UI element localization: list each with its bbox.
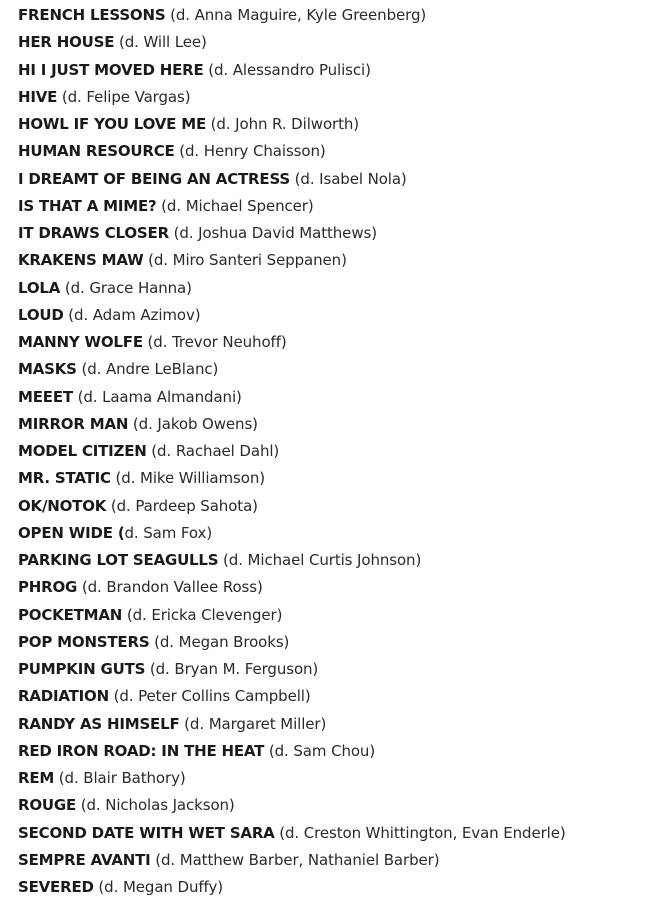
list-item: [18, 847, 667, 874]
film-title: OPEN WIDE (: [18, 523, 125, 542]
list-item: [18, 683, 667, 710]
film-title: RED IRON ROAD: IN THE HEAT: [18, 741, 265, 760]
film-director: (d. Alessandro Pulisci): [203, 60, 371, 79]
film-director: (d. Peter Collins Campbell): [108, 687, 311, 706]
film-title: LOLA: [18, 278, 61, 297]
list-item: [18, 493, 667, 520]
film-title: SECOND DATE WITH WET SARA: [18, 823, 275, 842]
film-director: (d. Trevor Neuhoff): [142, 333, 287, 351]
list-item: [18, 438, 667, 465]
film-director: (d. Adam Azimov): [63, 305, 201, 324]
film-director: (d. Joshua David Matthews): [168, 224, 377, 242]
film-director: (d. Felipe Vargas): [57, 87, 191, 106]
film-title: MASKS: [18, 360, 77, 379]
list-item: [18, 302, 667, 329]
list-item: [18, 465, 667, 492]
film-director: (d. Nicholas Jackson): [76, 796, 235, 815]
film-director: (d. Laama Almandani): [72, 387, 242, 406]
list-item: [18, 792, 667, 819]
film-director: (d. Henry Chaisson): [174, 142, 326, 161]
film-title: HER HOUSE: [18, 33, 115, 52]
film-title: PHROG: [18, 578, 78, 597]
list-item: [18, 574, 667, 601]
film-director: (d. Michael Curtis Johnson): [218, 551, 422, 569]
film-director: (d. Miro Santeri Seppanen): [143, 251, 347, 270]
film-director: (d. John R. Dilworth): [206, 115, 360, 133]
list-item: [18, 29, 667, 56]
list-item: [18, 384, 667, 411]
list-item: [18, 874, 667, 901]
film-director: (d. Jakob Owens): [128, 414, 258, 433]
film-director: (d. Pardeep Sahota): [106, 496, 258, 515]
film-title: REM: [18, 769, 55, 787]
film-title: RANDY AS HIMSELF: [18, 714, 180, 733]
film-director: (d. Michael Spencer): [156, 196, 314, 215]
film-director: (d. Mike Williamson): [110, 469, 265, 488]
list-item: [18, 138, 667, 165]
film-director: (d. Creston Whittington, Evan Enderle): [274, 823, 566, 842]
film-title: HI I JUST MOVED HERE: [18, 60, 204, 79]
film-title: MODEL CITIZEN: [18, 442, 147, 460]
film-director: (d. Brandon Vallee Ross): [77, 578, 263, 597]
film-title: POP MONSTERS: [18, 632, 150, 651]
list-item: [18, 411, 667, 438]
film-title: OK/NOTOK: [18, 496, 107, 515]
film-director: (d. Andre LeBlanc): [76, 360, 219, 379]
film-director: (d. Margaret Miller): [179, 714, 327, 733]
list-item: [18, 711, 667, 738]
film-title: IT DRAWS CLOSER: [18, 224, 169, 242]
film-director: (d. Grace Hanna): [60, 278, 192, 297]
list-item: [18, 629, 667, 656]
film-title: MR. STATIC: [18, 469, 111, 488]
film-title: PUMPKIN GUTS: [18, 660, 146, 678]
list-item: [18, 820, 667, 847]
list-item: [18, 220, 667, 247]
film-director: (d. Will Lee): [114, 33, 207, 52]
film-director: (d. Ericka Clevenger): [122, 605, 283, 624]
list-item: [18, 111, 667, 138]
list-item: [18, 656, 667, 683]
film-director: (d. Matthew Barber, Nathaniel Barber): [150, 850, 440, 869]
list-item: [18, 2, 667, 29]
film-director: (d. Megan Brooks): [149, 632, 290, 651]
film-title: MIRROR MAN: [18, 414, 129, 433]
film-title: I DREAMT OF BEING AN ACTRESS: [18, 169, 290, 188]
film-title: IS THAT A MIME?: [18, 196, 157, 215]
film-title: SEMPRE AVANTI: [18, 850, 151, 869]
film-director: d. Sam Fox): [124, 523, 213, 542]
film-director: (d. Sam Chou): [264, 741, 376, 760]
list-item: [18, 193, 667, 220]
film-director: (d. Blair Bathory): [54, 769, 186, 787]
list-item: [18, 738, 667, 765]
list-item: [18, 247, 667, 274]
list-item: [18, 547, 667, 574]
film-director: (d. Megan Duffy): [93, 878, 223, 896]
film-title: KRAKENS MAW: [18, 251, 144, 270]
list-item: [18, 602, 667, 629]
film-director: (d. Bryan M. Ferguson): [145, 660, 319, 678]
film-title: POCKETMAN: [18, 605, 123, 624]
film-director: (d. Rachael Dahl): [146, 442, 280, 460]
film-title: HUMAN RESOURCE: [18, 142, 175, 161]
film-title: HIVE: [18, 87, 58, 106]
film-title: HOWL IF YOU LOVE ME: [18, 115, 206, 133]
list-item: [18, 166, 667, 193]
film-title: ROUGE: [18, 796, 77, 815]
film-title: LOUD: [18, 305, 64, 324]
list-item: [18, 275, 667, 302]
list-item: [18, 765, 667, 792]
film-title: MANNY WOLFE: [18, 333, 143, 351]
film-title: PARKING LOT SEAGULLS: [18, 551, 219, 569]
list-item: [18, 356, 667, 383]
film-title: FRENCH LESSONS: [18, 6, 166, 24]
list-item: [18, 84, 667, 111]
film-title: MEEET: [18, 387, 73, 406]
film-director: (d. Anna Maguire, Kyle Greenberg): [165, 6, 427, 24]
list-item: [18, 520, 667, 547]
list-item: [18, 57, 667, 84]
film-title: RADIATION: [18, 687, 109, 706]
film-director: (d. Isabel Nola): [289, 169, 407, 188]
list-item: [18, 329, 667, 356]
film-title: SEVERED: [18, 878, 94, 896]
